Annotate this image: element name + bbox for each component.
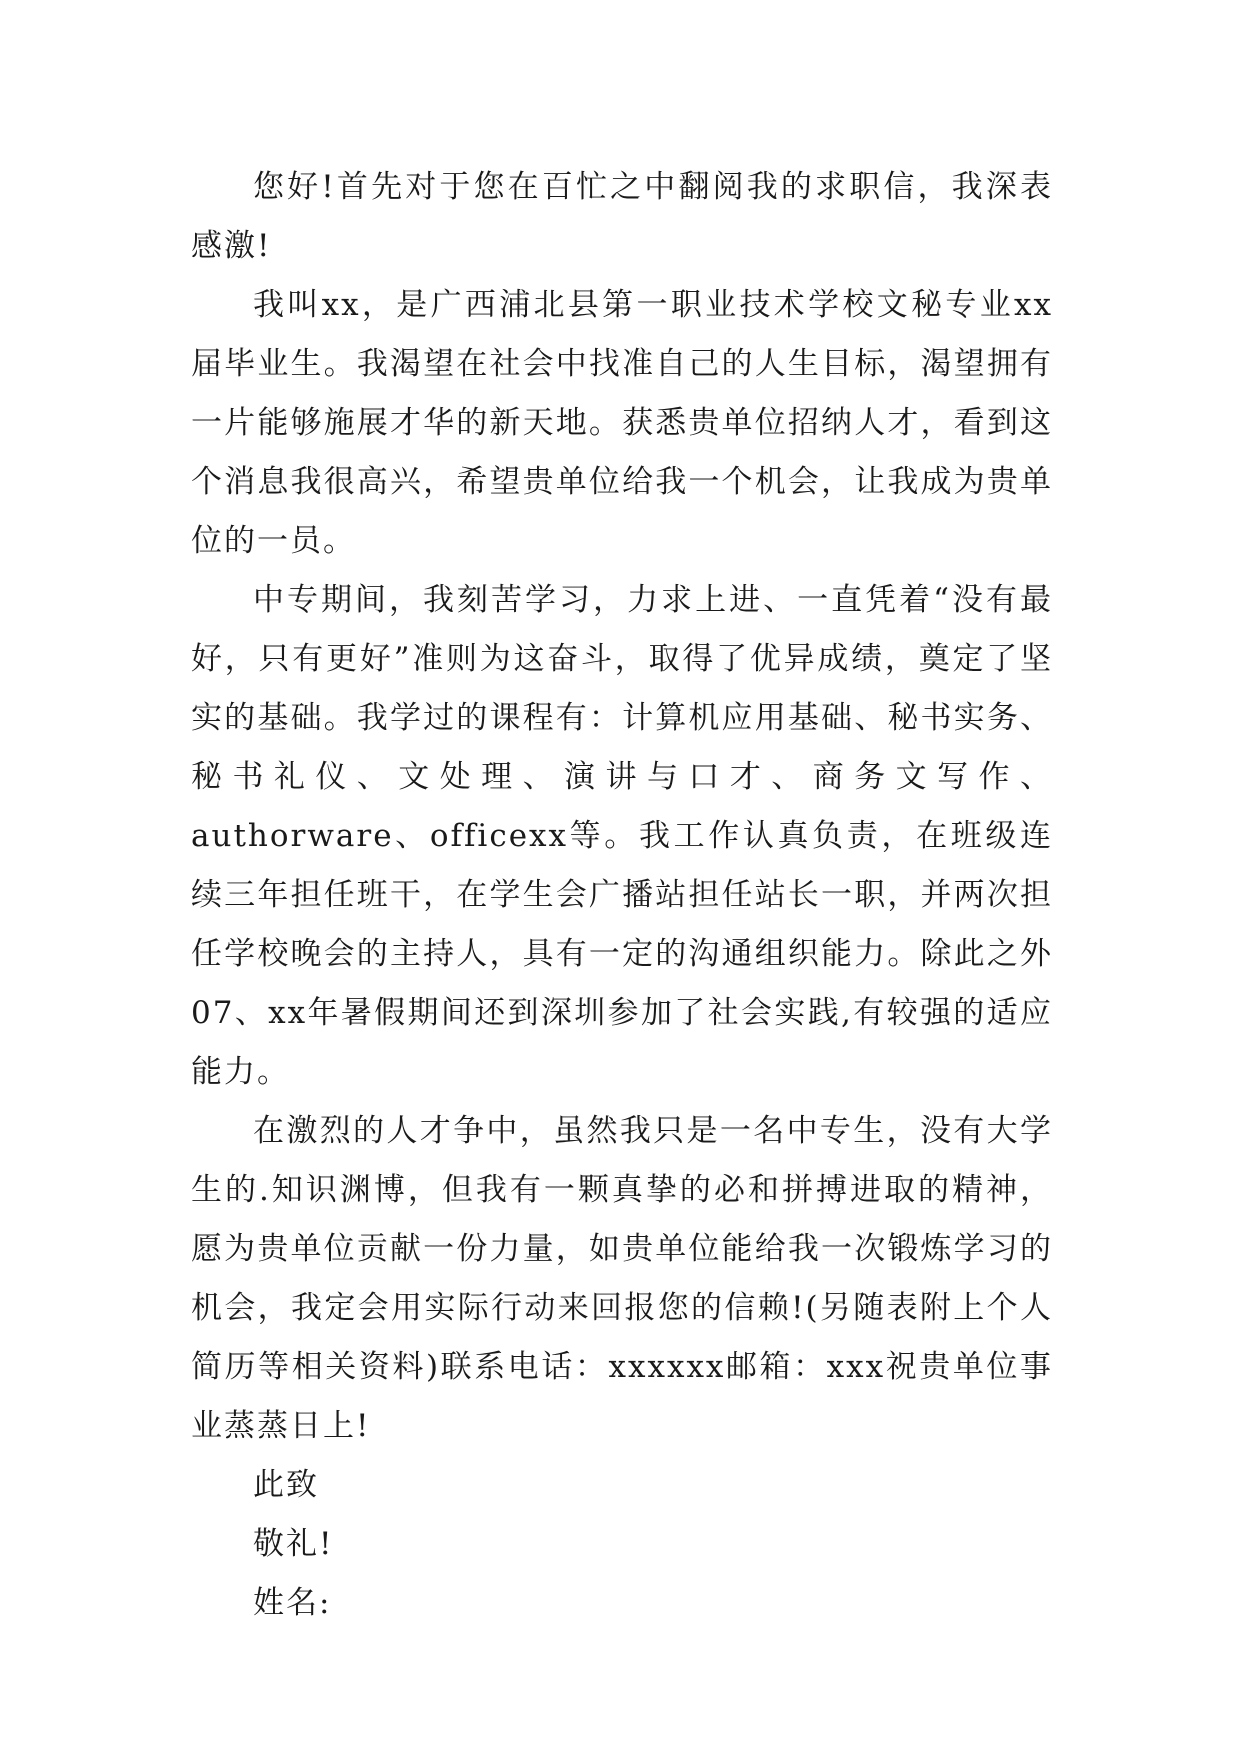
- paragraph-conclusion: 在激烈的人才争中，虽然我只是一名中专生，没有大学生的.知识渊博，但我有一颗真挚的必和拼搏进取的精神，愿为贵单位贡献一份力量，如贵单位能给我一次锻炼学习的机会，我定会用实际行动来回报您的信赖!(另随表附上个人简历等相关资料)联系电话：xxxxxx邮箱：xxx祝贵单位事业蒸蒸日上!: [191, 1113, 1053, 1444]
- name-label: 姓名:: [253, 1585, 332, 1621]
- paragraph-education: 中专期间，我刻苦学习，力求上进、一直凭着“没有最好，只有更好”准则为这奋斗，取得了优异成绩，奠定了坚实的基础。我学过的课程有：计算机应用基础、秘书实务、秘书礼仪、文处理、演讲与口才、商务文写作、authorware、officexx等。我工作认真负责，在班级连续三年担任班干，在学生会广播站担任站长一职，并两次担任学校晚会的主持人，具有一定的沟通组织能力。除此之外07、xx年暑假期间还到深圳参加了社会实践,有较强的适应能力。: [191, 582, 1053, 1090]
- letter-body: [191, 158, 1053, 1633]
- closing-line: 此致: [253, 1467, 319, 1503]
- paragraph-introduction: 我叫xx，是广西浦北县第一职业技术学校文秘专业xx届毕业生。我渴望在社会中找准自己的人生目标，渴望拥有一片能够施展才华的新天地。获悉贵单位招纳人才，看到这个消息我很高兴，希望贵单位给我一个机会，让我成为贵单位的一员。: [191, 287, 1053, 559]
- salute-line: 敬礼!: [253, 1526, 334, 1562]
- paragraph-greeting: 您好!首先对于您在百忙之中翻阅我的求职信，我深表感激!: [191, 169, 1053, 264]
